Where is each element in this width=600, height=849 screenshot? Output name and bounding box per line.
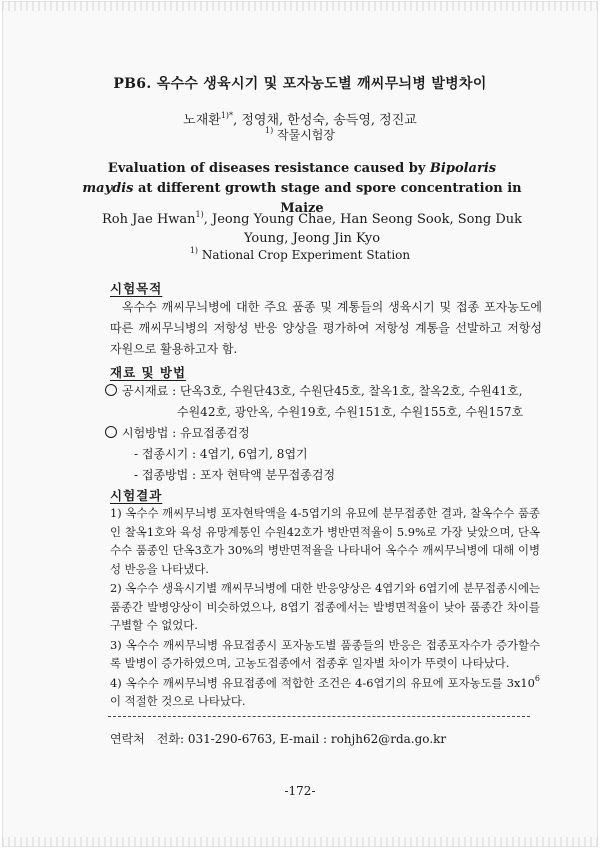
first-author-ko: 노재환	[183, 113, 221, 128]
contact-label: 연락처	[110, 732, 145, 746]
purpose-text: 옥수수 깨씨무늬병에 대한 주요 품종 및 계통들의 생육시기 및 접종 포자농도에 따른 깨씨무늬병의 저항성 반응 양상을 평가하여 저항성 계통을 선발하고 저항성 자원으로 활용하고자 함.	[110, 300, 542, 356]
footer-divider	[108, 716, 530, 717]
results-heading: 시험결과	[110, 488, 163, 503]
result-item-3: 3) 옥수수 깨씨무늬병 유묘접종시 포자농도별 품종들의 반응은 접종포자수가 증가할수록 발병이 증가하였으며, 고농도접종에서 접종후 일자별 차이가 뚜렷이 나타났다.	[110, 637, 540, 670]
result-4-text-end: 이 적절한 것으로 나타났다.	[110, 694, 246, 708]
circle-bullet-icon	[105, 426, 117, 438]
materials-line-2: 수원42호, 광안옥, 수원19호, 수원151호, 수원155호, 수원157호	[177, 405, 524, 419]
title-en-part1: Evaluation of diseases resistance caused by	[107, 161, 430, 176]
author-mark-en: 1)	[195, 210, 204, 219]
materials-line-3	[105, 424, 250, 441]
inst-name-en: National Crop Experiment Station	[198, 248, 411, 262]
materials-text-3: 시험방법 : 유묘접종검정	[122, 426, 250, 440]
materials-text-1: 공시재료 : 단옥3호, 수원단43호, 수원단45호, 찰옥1호, 찰옥2호, 수원41호,	[122, 384, 523, 398]
materials-line-4: - 접종시기 : 4엽기, 6엽기, 8엽기	[134, 447, 308, 461]
inst-name-ko: 작물시험장	[273, 128, 335, 142]
title-en-part2: at different growth stage and spore concentration in Maize	[133, 181, 522, 216]
result-4-exponent: 6	[534, 673, 540, 683]
authors-english	[102, 210, 522, 248]
title-en-species: Bipolaris maydis	[82, 161, 497, 196]
materials-line-1	[105, 382, 523, 399]
page-number: -172-	[284, 784, 316, 798]
result-item-4	[110, 674, 540, 711]
purpose-heading: 시험목적	[110, 281, 163, 296]
materials-line-5: - 접종방법 : 포자 현탁액 분무접종검정	[134, 468, 336, 482]
author-mark-ko: 1)*	[220, 111, 234, 120]
institution-korean	[2, 126, 598, 143]
other-authors-en: , Jeong Young Chae, Han Seong Sook, Song Duk Young, Jeong Jin Kyo	[203, 212, 522, 246]
contact-info	[110, 730, 446, 747]
document-page	[2, 1, 598, 847]
scan-edge-top	[2, 1, 598, 11]
circle-bullet-icon	[105, 384, 117, 396]
result-4-text: 4) 옥수수 깨씨무늬병 유묘접종에 적합한 조건은 4-6엽기의 유묘에 포자농도를 3x10	[110, 675, 535, 690]
inst-mark-ko: 1)	[265, 126, 274, 135]
result-item-1: 1) 옥수수 깨씨무늬병 포자현탁액을 4-5엽기의 유묘에 분무접종한 결과, 찰옥수수 품종인 찰옥1호와 육성 유망계통인 수원42호가 병반면적율이 5.9%로 가장 낮았으며, 단옥수수 품종인 단옥3호가 30%의 병반면적율을 나타내어 옥수수 깨씨무늬병에 대해 이병성 반응을 나타냈다.	[110, 506, 540, 576]
other-authors-ko: , 정영채, 한성숙, 송득영, 정진교	[233, 113, 417, 128]
materials-heading: 재료 및 방법	[110, 365, 187, 380]
scan-edge-bottom	[2, 837, 598, 847]
inst-mark-en: 1)	[189, 246, 199, 255]
institution-english	[2, 248, 598, 262]
first-author-en: Roh Jae Hwan	[102, 212, 196, 227]
result-item-2: 2) 옥수수 생육시기별 깨씨무늬병에 대한 반응양상은 4엽기와 6엽기에 분무접종시에는 품종간 발병양상이 비슷하였으나, 8엽기 접종에서는 발병면적율이 낮아 품종간 차이를 구별할 수 없었다.	[110, 581, 540, 632]
title-korean: PB6. 옥수수 생육시기 및 포자농도별 깨씨무늬병 발병차이	[113, 76, 487, 92]
results-body	[110, 504, 540, 712]
contact-details: 전화: 031-290-6763, E-mail : rohjh62@rda.go.kr	[156, 732, 447, 746]
